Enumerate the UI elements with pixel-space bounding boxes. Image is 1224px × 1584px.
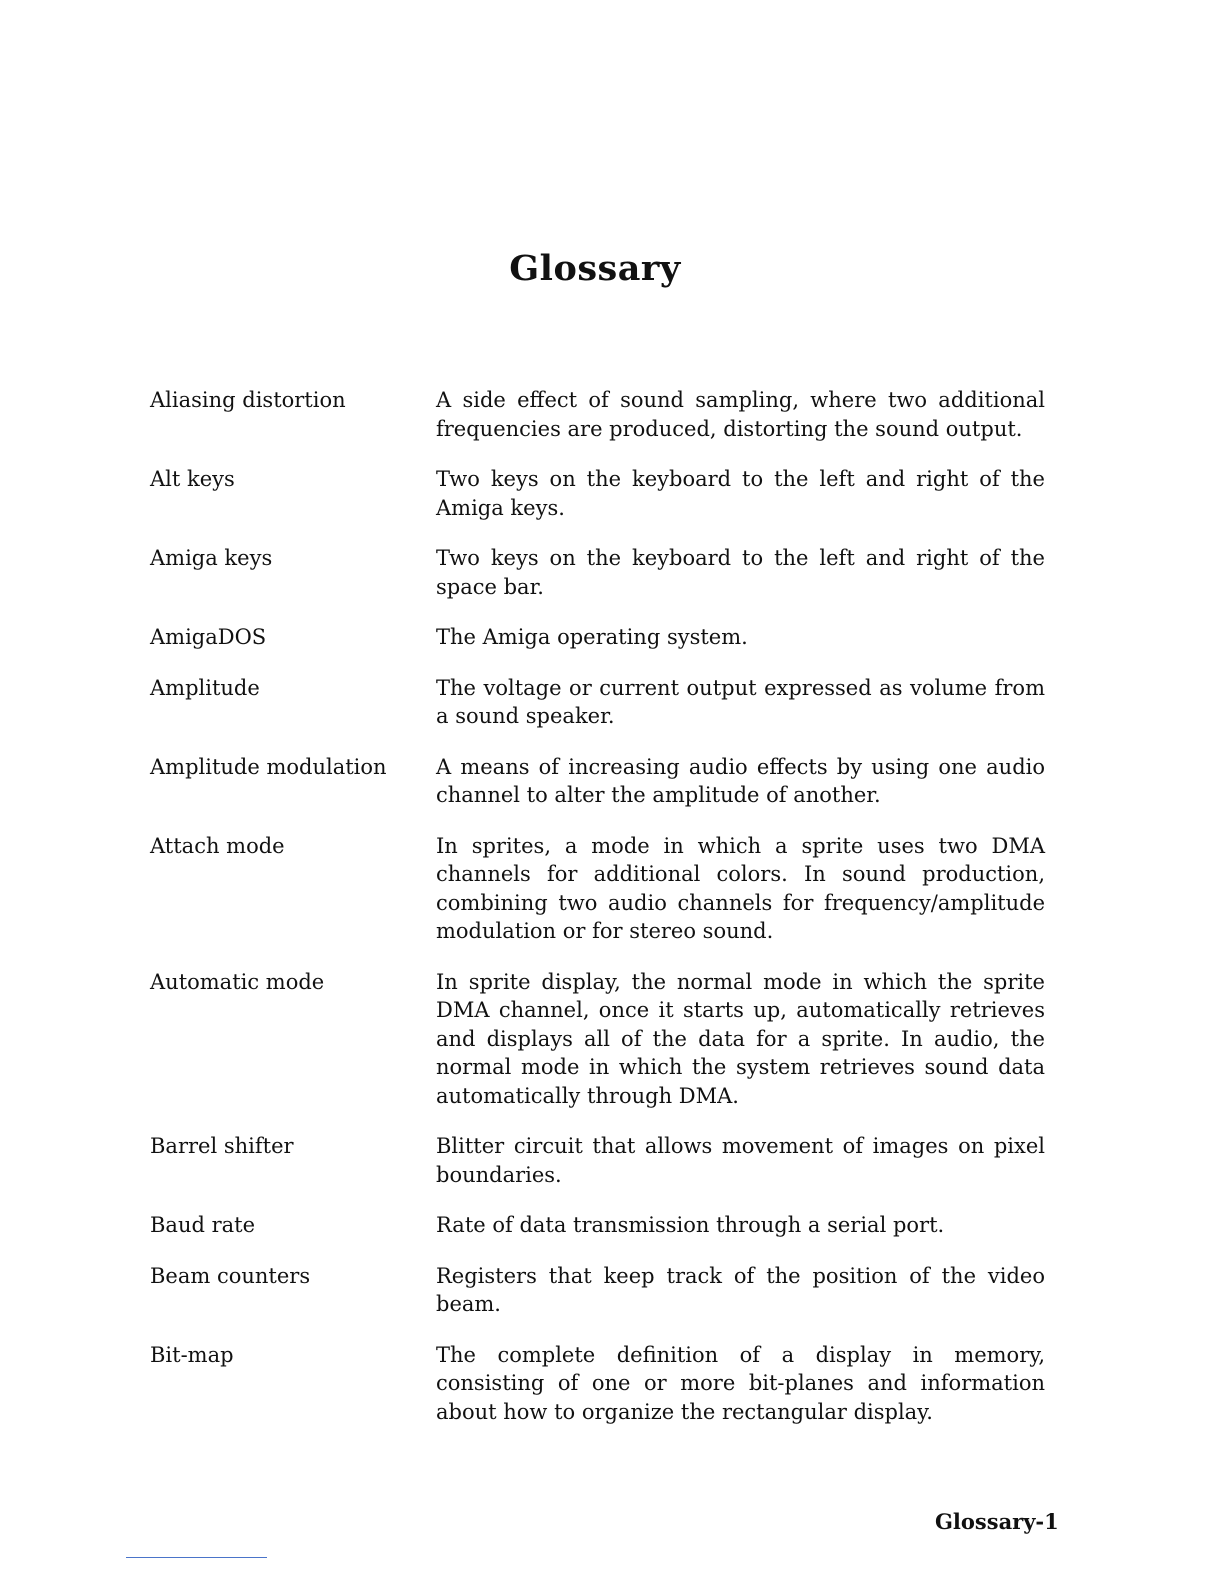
glossary-definition: Two keys on the keyboard to the left and right of the space bar.: [436, 546, 1045, 599]
glossary-entry-attach-mode: [150, 832, 1045, 946]
glossary-term: Bit-map: [150, 1342, 234, 1367]
glossary-term: Aliasing distortion: [150, 388, 346, 412]
glossary-definition: In sprites, a mode in which a sprite uses two DMA channels for additional colors. In sound production, combining two audio channels for frequency/amplitude modulation or for stereo sound.: [436, 833, 1045, 943]
glossary-entry-amigados: [150, 623, 1045, 652]
page-number: Glossary-1: [935, 1509, 1059, 1534]
glossary-term: Beam counters: [150, 1263, 311, 1288]
glossary-term: Alt keys: [150, 467, 235, 491]
glossary-entry-amplitude-modulation: [150, 753, 1045, 810]
glossary-entry-amplitude: [150, 674, 1045, 731]
glossary-entry-alt-keys: [150, 465, 1045, 522]
page-title: Glossary: [509, 248, 681, 289]
glossary-definition: Rate of data transmission through a serial port.: [436, 1213, 945, 1237]
glossary-definition: A means of increasing audio effects by using one audio channel to alter the amplitude of another.: [436, 754, 1045, 807]
glossary-entry-amiga-keys: [150, 544, 1045, 601]
glossary-term: Barrel shifter: [150, 1134, 294, 1158]
glossary-definition: The voltage or current output expressed as volume from a sound speaker.: [436, 675, 1045, 728]
glossary-entry-aliasing-distortion: [150, 386, 1045, 443]
glossary-term: Amplitude: [150, 675, 260, 700]
glossary-term: Amiga keys: [150, 546, 273, 570]
glossary-term: Amplitude modulation: [150, 754, 387, 779]
glossary-definition: The complete definition of a display in memory, consisting of one or more bit-planes and information about how to organize the rectangular display.: [436, 1342, 1045, 1424]
glossary-entry-automatic-mode: [150, 968, 1045, 1111]
glossary-entry-bit-map: [150, 1341, 1045, 1427]
glossary-entry-beam-counters: [150, 1262, 1045, 1319]
glossary-term: Baud rate: [150, 1213, 256, 1237]
glossary-term: Attach mode: [150, 833, 285, 858]
glossary-term: Automatic mode: [150, 969, 325, 994]
footer-divider: [126, 1557, 267, 1558]
glossary-definition: A side effect of sound sampling, where two additional frequencies are produced, distorting the sound output.: [436, 388, 1045, 441]
glossary-entry-baud-rate: [150, 1211, 1045, 1240]
glossary-term: AmigaDOS: [150, 625, 267, 649]
glossary-definition: Two keys on the keyboard to the left and right of the Amiga keys.: [436, 467, 1045, 520]
glossary-list: [150, 386, 1045, 1448]
glossary-definition: In sprite display, the normal mode in which the sprite DMA channel, once it starts up, automatically retrieves and displays all of the data for a sprite. In audio, the normal mode in which the system retrieves sound data automatically through DMA.: [436, 969, 1045, 1108]
glossary-definition: Registers that keep track of the position of the video beam.: [436, 1263, 1045, 1316]
glossary-entry-barrel-shifter: [150, 1132, 1045, 1189]
glossary-definition: The Amiga operating system.: [436, 625, 748, 649]
glossary-definition: Blitter circuit that allows movement of images on pixel boundaries.: [436, 1134, 1045, 1187]
